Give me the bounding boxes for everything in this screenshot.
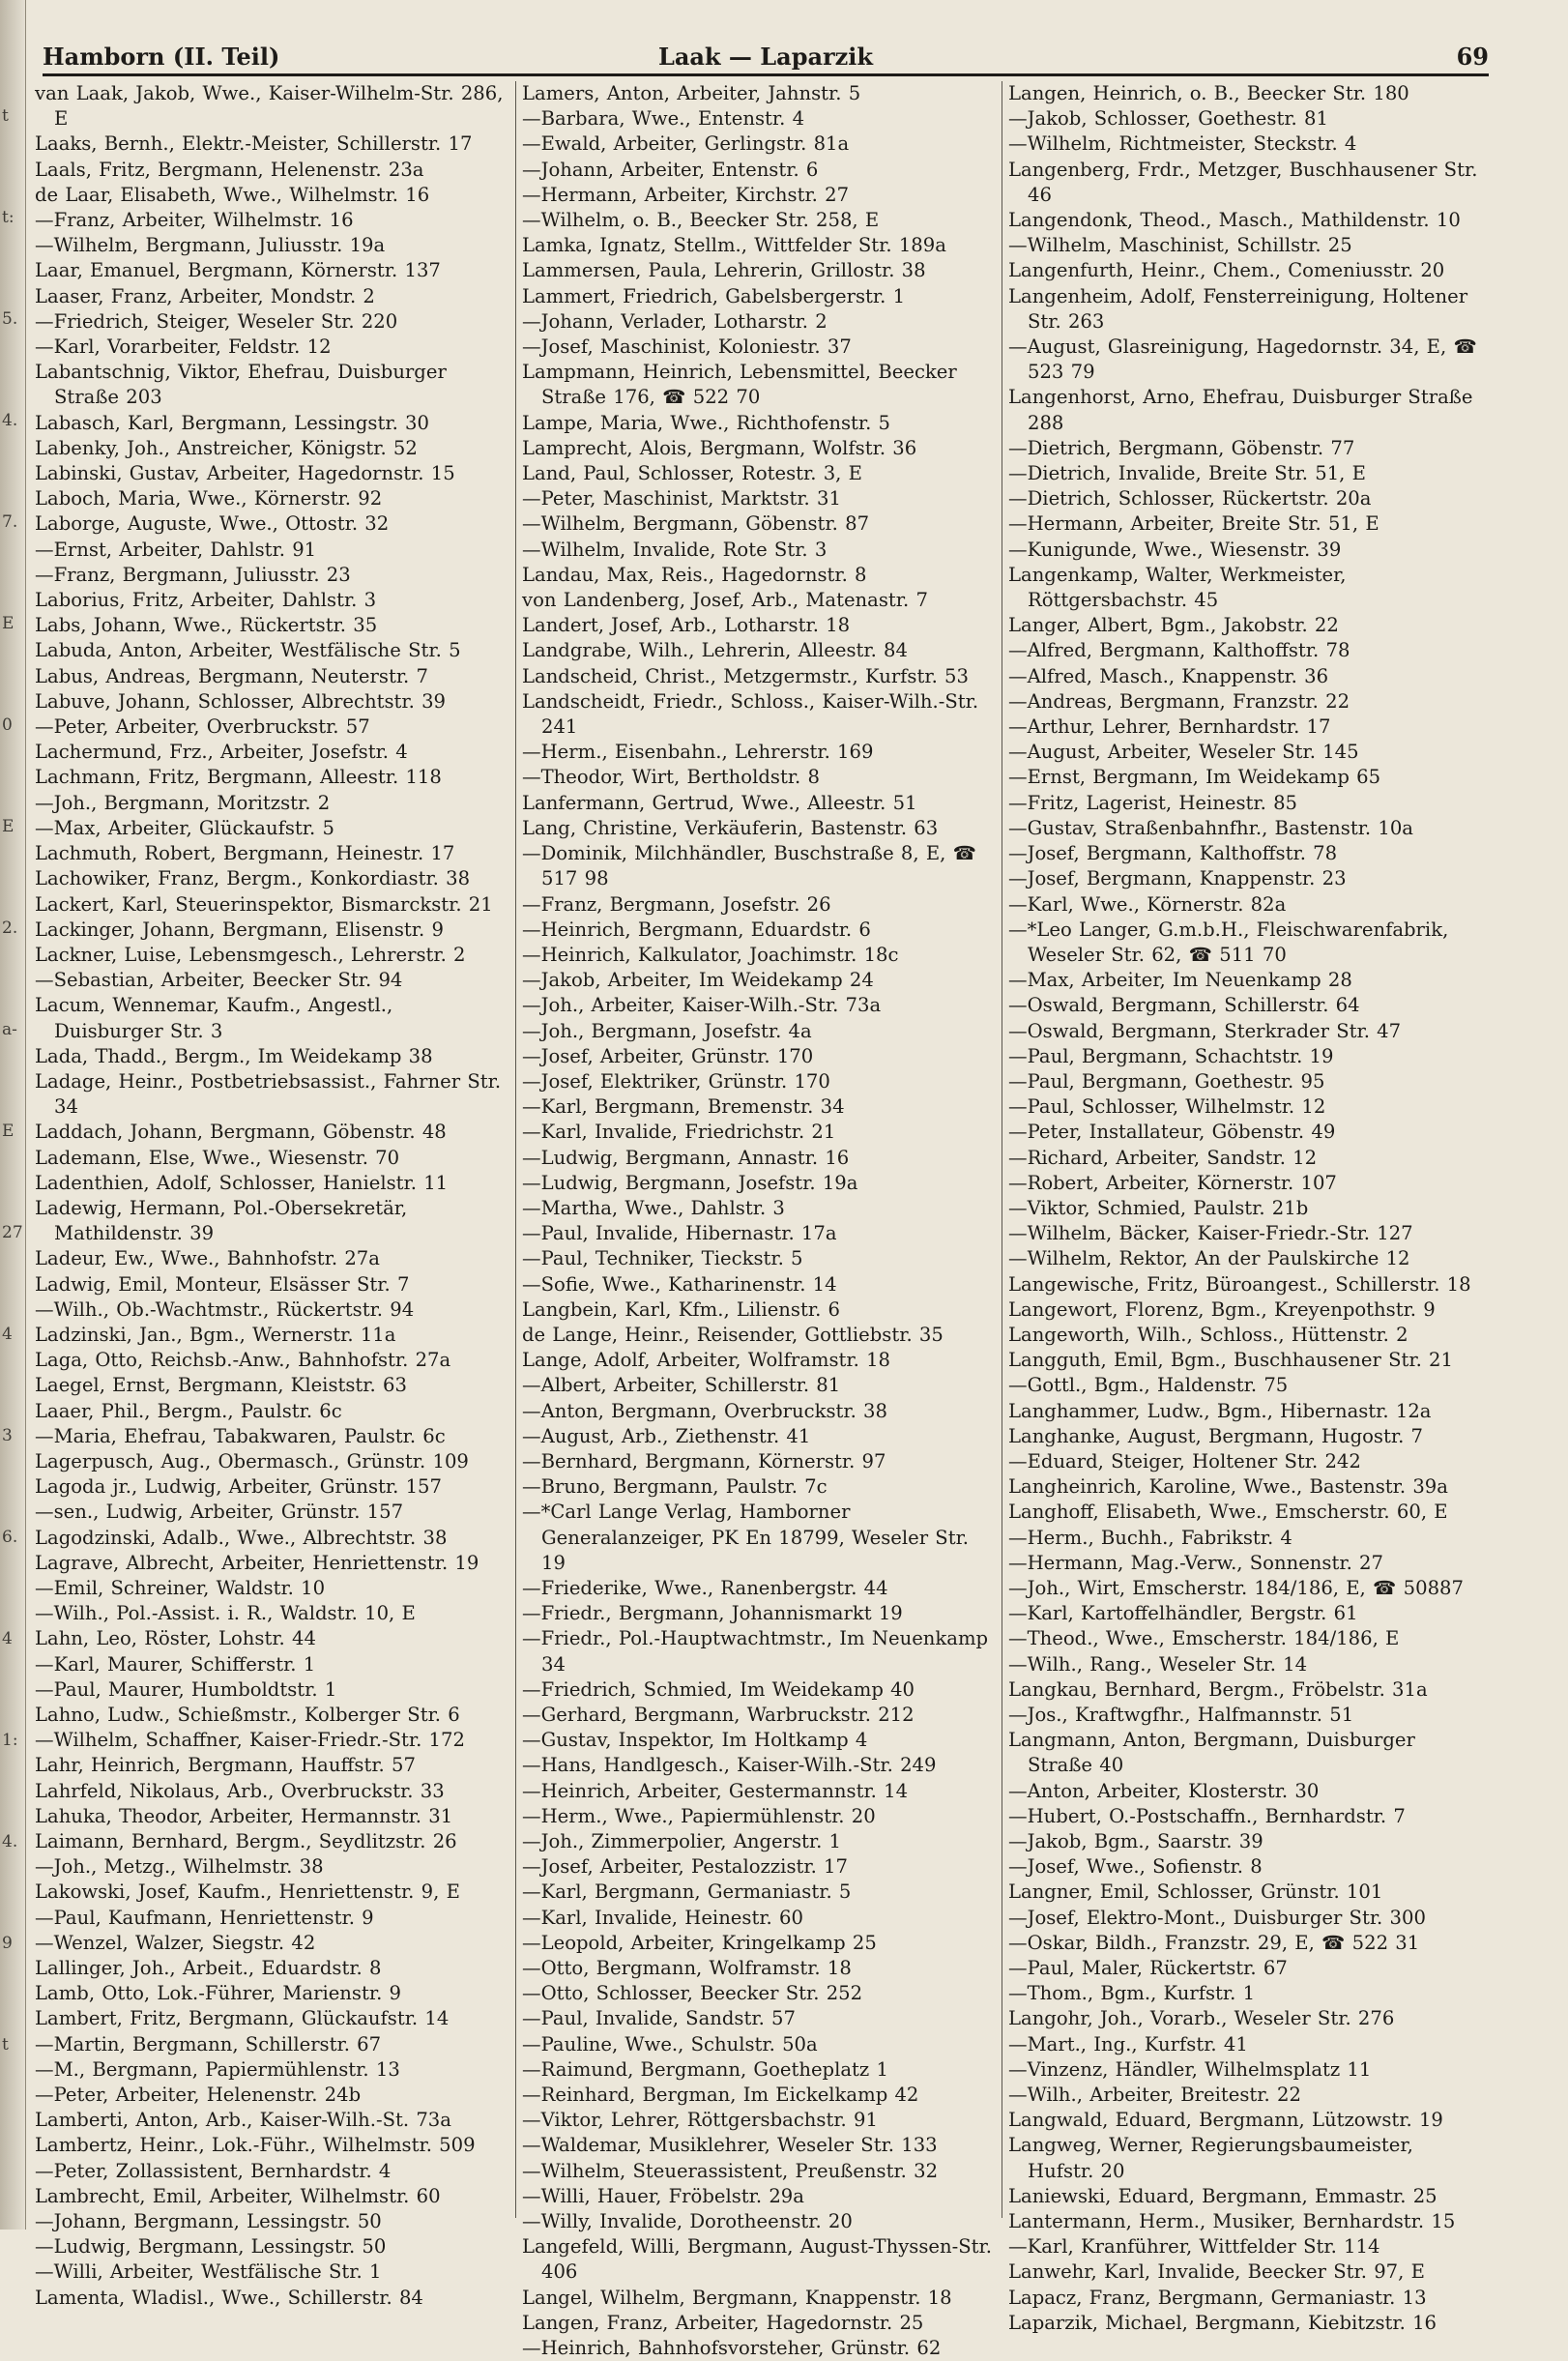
directory-entry: —Otto, Schlosser, Beecker Str. 252 (522, 1982, 863, 2005)
directory-entry: —Ludwig, Bergmann, Annastr. 16 (522, 1146, 850, 1169)
directory-entry: —Paul, Techniker, Tieckstr. 5 (522, 1247, 803, 1270)
directory-entry: Laals, Fritz, Bergmann, Helenenstr. 23a (35, 158, 424, 181)
directory-entry: —Paul, Schlosser, Wilhelmstr. 12 (1008, 1095, 1326, 1119)
directory-entry: Land, Paul, Schlosser, Rotestr. 3, E (522, 462, 862, 485)
directory-entry: —Ernst, Arbeiter, Dahlstr. 91 (35, 538, 317, 561)
directory-entry: —Wenzel, Walzer, Siegstr. 42 (35, 1931, 316, 1954)
directory-entry: Lacum, Wennemar, Kaufm., Angestl., Duisburger Str. 3 (35, 994, 393, 1042)
directory-entry: —Joh., Metzg., Wilhelmstr. 38 (35, 1855, 324, 1879)
directory-entry: Langenhorst, Arno, Ehefrau, Duisburger Straße 288 (1008, 386, 1473, 434)
directory-entry: Laga, Otto, Reichsb.-Anw., Bahnhofstr. 27a (35, 1349, 451, 1372)
directory-entry: Laddach, Johann, Bergmann, Göbenstr. 48 (35, 1121, 447, 1144)
directory-entry: Ladenthien, Adolf, Schlosser, Hanielstr. 11 (35, 1171, 449, 1194)
directory-entry: —Bernhard, Bergmann, Körnerstr. 97 (522, 1449, 886, 1472)
directory-entry: —Peter, Zollassistent, Bernhardstr. 4 (35, 2159, 392, 2182)
directory-entry: —Bruno, Bergmann, Paulstr. 7c (522, 1475, 828, 1499)
directory-entry: —Oswald, Bergmann, Sterkrader Str. 47 (1008, 1019, 1402, 1042)
directory-entry: —Oswald, Bergmann, Schillerstr. 64 (1008, 994, 1360, 1017)
directory-entry: —Emil, Schreiner, Waldstr. 10 (35, 1576, 326, 1599)
directory-entry: —Wilhelm, Invalide, Rote Str. 3 (522, 538, 828, 561)
directory-entry: —Ludwig, Bergmann, Lessingstr. 50 (35, 2235, 387, 2259)
directory-columns (29, 81, 1489, 2360)
directory-entry: van Laak, Jakob, Wwe., Kaiser-Wilhelm-Str. 286, E (35, 82, 504, 131)
directory-entry: —Wilhelm, Schaffner, Kaiser-Friedr.-Str. 172 (35, 1729, 465, 1752)
directory-entry: —Jakob, Bgm., Saarstr. 39 (1008, 1830, 1263, 1853)
directory-entry: —August, Arb., Ziethenstr. 41 (522, 1424, 811, 1447)
directory-entry: Lachermund, Frz., Arbeiter, Josefstr. 4 (35, 741, 408, 764)
directory-entry: Lagodzinski, Adalb., Wwe., Albrechtstr. 38 (35, 1526, 448, 1549)
directory-entry: Laniewski, Eduard, Bergmann, Emmastr. 25 (1008, 2184, 1437, 2207)
directory-entry: —Barbara, Wwe., Entenstr. 4 (522, 107, 805, 131)
directory-entry: Langheinrich, Karoline, Wwe., Bastenstr. 39a (1008, 1475, 1448, 1499)
directory-entry: —Pauline, Wwe., Schulstr. 50a (522, 2032, 818, 2055)
directory-entry: —Wilhelm, Richtmeister, Steckstr. 4 (1008, 132, 1357, 156)
directory-entry: Langmann, Anton, Bergmann, Duisburger Straße 40 (1008, 1729, 1415, 1777)
directory-entry: Lang, Christine, Verkäuferin, Bastenstr. 63 (522, 816, 939, 839)
directory-entry: —Paul, Maler, Rückertstr. 67 (1008, 1957, 1288, 1980)
directory-entry: —Otto, Bergmann, Wolframstr. 18 (522, 1957, 852, 1980)
header-section-title: Hamborn (II. Teil) (43, 43, 280, 71)
margin-mark: 9 (2, 1934, 13, 1953)
margin-mark: 3 (2, 1426, 13, 1445)
directory-entry: —August, Glasreinigung, Hagedornstr. 34, E, ☎ 523 79 (1008, 335, 1477, 384)
directory-entry: Langweg, Werner, Regierungsbaumeister, Hufstr. 20 (1008, 2134, 1413, 2182)
directory-entry: Laborius, Fritz, Arbeiter, Dahlstr. 3 (35, 589, 377, 612)
directory-entry: Labs, Johann, Wwe., Rückertstr. 35 (35, 614, 378, 637)
directory-entry: Ladewig, Hermann, Pol.-Obersekretär, Mathildenstr. 39 (35, 1196, 408, 1245)
directory-entry: Laar, Emanuel, Bergmann, Körnerstr. 137 (35, 259, 441, 282)
directory-entry: —Hans, Handlgesch., Kaiser-Wilh.-Str. 249 (522, 1754, 937, 1777)
directory-entry: Laparzik, Michael, Bergmann, Kiebitzstr. 16 (1008, 2311, 1437, 2334)
margin-mark: 4 (2, 1325, 13, 1344)
directory-entry: Langewort, Florenz, Bgm., Kreyenpothstr. 9 (1008, 1297, 1436, 1321)
directory-entry: —Reinhard, Bergman, Im Eickelkamp 42 (522, 2084, 919, 2107)
directory-entry: —Joh., Bergmann, Josefstr. 4a (522, 1019, 812, 1042)
directory-entry: —Wilh., Pol.-Assist. i. R., Waldstr. 10, E (35, 1602, 416, 1625)
directory-entry: —Dietrich, Schlosser, Rückertstr. 20a (1008, 487, 1372, 510)
directory-entry: —Franz, Bergmann, Josefstr. 26 (522, 892, 831, 916)
directory-entry: Langendonk, Theod., Masch., Mathildenstr. 10 (1008, 209, 1461, 232)
directory-entry: —Max, Arbeiter, Glückaufstr. 5 (35, 816, 334, 839)
directory-column-2 (515, 81, 1002, 2360)
directory-entry: —Wilhelm, Bäcker, Kaiser-Friedr.-Str. 127 (1008, 1222, 1413, 1245)
directory-entry: Langhammer, Ludw., Bgm., Hibernastr. 12a (1008, 1399, 1432, 1422)
directory-entry: Langer, Albert, Bgm., Jakobstr. 22 (1008, 614, 1339, 637)
directory-entry: Landert, Josef, Arb., Lotharstr. 18 (522, 614, 851, 637)
directory-entry: —Raimund, Bergmann, Goetheplatz 1 (522, 2057, 888, 2081)
directory-entry: Lanfermann, Gertrud, Wwe., Alleestr. 51 (522, 791, 917, 814)
directory-entry: —Josef, Bergmann, Knappenstr. 23 (1008, 867, 1347, 890)
directory-entry: Lantermann, Herm., Musiker, Bernhardstr. 15 (1008, 2210, 1456, 2233)
directory-entry: —Robert, Arbeiter, Körnerstr. 107 (1008, 1171, 1337, 1194)
directory-entry: —Paul, Invalide, Sandstr. 57 (522, 2007, 796, 2030)
directory-entry: —Gustav, Straßenbahnfhr., Bastenstr. 10a (1008, 816, 1413, 839)
directory-entry: Lambrecht, Emil, Arbeiter, Wilhelmstr. 60 (35, 2184, 441, 2207)
directory-entry: Langefeld, Willi, Bergmann, August-Thyssen-Str. 406 (522, 2235, 992, 2284)
margin-mark: E (2, 817, 15, 836)
margin-mark: a- (2, 1020, 17, 1039)
directory-entry: —Hermann, Mag.-Verw., Sonnenstr. 27 (1008, 1551, 1383, 1574)
directory-entry: —Joh., Arbeiter, Kaiser-Wilh.-Str. 73a (522, 994, 882, 1017)
directory-entry: —Eduard, Steiger, Holtener Str. 242 (1008, 1449, 1361, 1472)
directory-entry: Laaks, Bernh., Elektr.-Meister, Schillerstr. 17 (35, 132, 473, 156)
margin-mark: 1: (2, 1731, 18, 1750)
directory-entry: —Gerhard, Bergmann, Warbruckstr. 212 (522, 1704, 915, 1726)
directory-entry: Langkau, Bernhard, Bergm., Fröbelstr. 31a (1008, 1677, 1428, 1701)
directory-entry: —Oskar, Bildh., Franzstr. 29, E, ☎ 522 31 (1008, 1931, 1420, 1954)
directory-entry: —*Carl Lange Verlag, Hamborner Generalanzeiger, PK En 18799, Weseler Str. 19 (522, 1501, 970, 1574)
directory-entry: Ladwig, Emil, Monteur, Elsässer Str. 7 (35, 1272, 410, 1296)
directory-entry: —Peter, Installateur, Göbenstr. 49 (1008, 1121, 1336, 1144)
directory-entry: —Albert, Arbeiter, Schillerstr. 81 (522, 1374, 841, 1397)
directory-entry: de Lange, Heinr., Reisender, Gottliebstr. 35 (522, 1323, 944, 1346)
directory-entry: —Anton, Bergmann, Overbruckstr. 38 (522, 1399, 887, 1422)
directory-entry: —Karl, Wwe., Körnerstr. 82a (1008, 892, 1287, 916)
directory-entry: —Kunigunde, Wwe., Wiesenstr. 39 (1008, 538, 1342, 561)
directory-entry: —Peter, Arbeiter, Overbruckstr. 57 (35, 715, 370, 739)
margin-mark: t (2, 106, 9, 126)
directory-entry: Langenberg, Frdr., Metzger, Buschhausener Str. 46 (1008, 158, 1478, 206)
directory-entry: —Friedrich, Schmied, Im Weidekamp 40 (522, 1677, 915, 1701)
page-number: 69 (1456, 43, 1489, 71)
directory-entry: —Alfred, Bergmann, Kalthoffstr. 78 (1008, 639, 1350, 662)
directory-entry: —Jos., Kraftwgfhr., Halfmannstr. 51 (1008, 1704, 1354, 1726)
directory-entry: —Wilhelm, Rektor, An der Paulskirche 12 (1008, 1247, 1410, 1270)
directory-entry: Laborge, Auguste, Wwe., Ottostr. 32 (35, 512, 390, 536)
directory-entry: Lackert, Karl, Steuerinspektor, Bismarckstr. 21 (35, 892, 493, 916)
directory-entry: —Anton, Arbeiter, Klosterstr. 30 (1008, 1779, 1320, 1802)
directory-entry: Laegel, Ernst, Bergmann, Kleiststr. 63 (35, 1374, 407, 1397)
margin-mark: 5. (2, 309, 18, 329)
directory-entry: Lallinger, Joh., Arbeit., Eduardstr. 8 (35, 1957, 382, 1980)
directory-entry: —Willi, Arbeiter, Westfälische Str. 1 (35, 2260, 382, 2284)
directory-entry: —Heinrich, Bergmann, Eduardstr. 6 (522, 918, 871, 941)
directory-entry: —Josef, Elektro-Mont., Duisburger Str. 300 (1008, 1906, 1426, 1929)
directory-entry: Laaer, Phil., Bergm., Paulstr. 6c (35, 1399, 342, 1422)
directory-entry: —Thom., Bgm., Kurfstr. 1 (1008, 1982, 1256, 2005)
directory-entry: Lagerpusch, Aug., Obermasch., Grünstr. 109 (35, 1449, 469, 1472)
directory-entry: Langohr, Joh., Vorarb., Weseler Str. 276 (1008, 2007, 1395, 2030)
directory-column-3 (1002, 81, 1488, 2334)
directory-entry: Lammersen, Paula, Lehrerin, Grillostr. 38 (522, 259, 926, 282)
directory-entry: —Paul, Bergmann, Goethestr. 95 (1008, 1069, 1325, 1093)
directory-entry: —Sofie, Wwe., Katharinenstr. 14 (522, 1272, 837, 1296)
margin-mark: 4 (2, 1629, 13, 1648)
directory-entry: —Friedrich, Steiger, Weseler Str. 220 (35, 309, 398, 333)
directory-entry: —Peter, Maschinist, Marktstr. 31 (522, 487, 841, 510)
directory-entry: de Laar, Elisabeth, Wwe., Wilhelmstr. 16 (35, 183, 430, 206)
directory-entry: Lackinger, Johann, Bergmann, Elisenstr. 9 (35, 918, 444, 941)
directory-entry: —Josef, Arbeiter, Pestalozzistr. 17 (522, 1855, 848, 1879)
directory-entry: —Theodor, Wirt, Bertholdstr. 8 (522, 766, 820, 789)
directory-entry: —Wilhelm, Bergmann, Göbenstr. 87 (522, 512, 870, 536)
directory-entry: Langhoff, Elisabeth, Wwe., Emscherstr. 60, E (1008, 1501, 1448, 1524)
directory-entry: —Viktor, Lehrer, Röttgersbachstr. 91 (522, 2109, 878, 2132)
directory-entry: Lamb, Otto, Lok.-Führer, Marienstr. 9 (35, 1982, 401, 2005)
directory-entry: —Sebastian, Arbeiter, Beecker Str. 94 (35, 969, 403, 992)
directory-entry: —Dominik, Milchhändler, Buschstraße 8, E, ☎ 517 98 (522, 842, 976, 890)
directory-entry: —Paul, Invalide, Hibernastr. 17a (522, 1222, 837, 1245)
directory-entry: Ladeur, Ew., Wwe., Bahnhofstr. 27a (35, 1247, 380, 1270)
directory-entry: —August, Arbeiter, Weseler Str. 145 (1008, 741, 1359, 764)
margin-mark: E (2, 1122, 15, 1141)
directory-entry: —Joh., Bergmann, Moritzstr. 2 (35, 791, 331, 814)
directory-entry: —Karl, Bergmann, Bremenstr. 34 (522, 1095, 845, 1119)
directory-entry: —Franz, Bergmann, Juliusstr. 23 (35, 563, 351, 586)
directory-entry: —Alfred, Masch., Knappenstr. 36 (1008, 664, 1329, 687)
directory-entry: —Dietrich, Invalide, Breite Str. 51, E (1008, 462, 1366, 485)
directory-entry: Langeworth, Wilh., Schloss., Hüttenstr. 2 (1008, 1323, 1408, 1346)
directory-entry: —Karl, Invalide, Friedrichstr. 21 (522, 1121, 836, 1144)
directory-entry: Labinski, Gustav, Arbeiter, Hagedornstr. 15 (35, 462, 455, 485)
directory-entry: Langel, Wilhelm, Bergmann, Knappenstr. 18 (522, 2286, 952, 2309)
directory-entry: Lamprecht, Alois, Bergmann, Wolfstr. 36 (522, 436, 917, 459)
directory-entry: —Ewald, Arbeiter, Gerlingstr. 81a (522, 132, 850, 156)
directory-entry: Lahrfeld, Nikolaus, Arb., Overbruckstr. 33 (35, 1779, 445, 1802)
directory-entry: Lamers, Anton, Arbeiter, Jahnstr. 5 (522, 82, 861, 104)
directory-entry: —Jakob, Schlosser, Goethestr. 81 (1008, 107, 1328, 131)
directory-entry: Lamenta, Wladisl., Wwe., Schillerstr. 84 (35, 2286, 423, 2309)
directory-entry: Labasch, Karl, Bergmann, Lessingstr. 30 (35, 411, 429, 434)
directory-entry: —Herm., Wwe., Papiermühlenstr. 20 (522, 1804, 876, 1827)
directory-entry: —Wilhelm, Bergmann, Juliusstr. 19a (35, 234, 386, 257)
directory-entry: Lapacz, Franz, Bergmann, Germaniastr. 13 (1008, 2286, 1427, 2309)
directory-entry: —Dietrich, Bergmann, Göbenstr. 77 (1008, 436, 1355, 459)
directory-entry: —Wilhelm, Steuerassistent, Preußenstr. 32 (522, 2159, 939, 2182)
directory-entry: —Friedr., Bergmann, Johannismarkt 19 (522, 1602, 903, 1625)
directory-entry: Lachmann, Fritz, Bergmann, Alleestr. 118 (35, 766, 442, 789)
margin-mark: E (2, 614, 15, 633)
directory-entry: Labenky, Joh., Anstreicher, Königstr. 52 (35, 436, 418, 459)
directory-entry: Ladage, Heinr., Postbetriebsassist., Fahrner Str. 34 (35, 1069, 502, 1119)
directory-entry: Ladzinski, Jan., Bgm., Wernerstr. 11a (35, 1323, 396, 1346)
margin-mark: 4. (2, 411, 18, 430)
directory-entry: —Willi, Hauer, Fröbelstr. 29a (522, 2184, 804, 2207)
directory-entry: Langguth, Emil, Bgm., Buschhausener Str. 21 (1008, 1349, 1453, 1372)
directory-entry: —Karl, Invalide, Heinestr. 60 (522, 1906, 803, 1929)
directory-entry: Langner, Emil, Schlosser, Grünstr. 101 (1008, 1880, 1383, 1904)
directory-entry: —Paul, Maurer, Humboldtstr. 1 (35, 1677, 337, 1701)
directory-entry: —Wilh., Rang., Weseler Str. 14 (1008, 1652, 1308, 1676)
directory-entry: Lanwehr, Karl, Invalide, Beecker Str. 97, E (1008, 2260, 1425, 2284)
directory-entry: —Wilhelm, Maschinist, Schillstr. 25 (1008, 234, 1352, 257)
directory-entry: Langenfurth, Heinr., Chem., Comeniusstr. 20 (1008, 259, 1445, 282)
directory-entry: —Maria, Ehefrau, Tabakwaren, Paulstr. 6c (35, 1424, 446, 1447)
directory-entry: Langbein, Karl, Kfm., Lilienstr. 6 (522, 1297, 840, 1321)
directory-entry: —Herm., Buchh., Fabrikstr. 4 (1008, 1526, 1292, 1549)
margin-mark: 0 (2, 715, 13, 735)
directory-column-1 (29, 81, 515, 2309)
directory-entry: Langen, Franz, Arbeiter, Hagedornstr. 25 (522, 2311, 924, 2334)
directory-entry: —Arthur, Lehrer, Bernhardstr. 17 (1008, 715, 1331, 739)
directory-entry: —Peter, Arbeiter, Helenenstr. 24b (35, 2084, 362, 2107)
margin-mark: 27 (2, 1223, 23, 1242)
directory-entry: —Herm., Eisenbahn., Lehrerstr. 169 (522, 741, 874, 764)
directory-entry: Lackner, Luise, Lebensmgesch., Lehrerstr. 2 (35, 943, 466, 966)
directory-entry: —Joh., Wirt, Emscherstr. 184/186, E, ☎ 50887 (1008, 1576, 1464, 1599)
directory-entry: Langenheim, Adolf, Fensterreinigung, Holtener Str. 263 (1008, 284, 1468, 333)
directory-entry: Lagoda jr., Ludwig, Arbeiter, Grünstr. 157 (35, 1475, 442, 1499)
directory-entry: Lakowski, Josef, Kaufm., Henriettenstr. 9, E (35, 1880, 460, 1904)
directory-entry: —Gottl., Bgm., Haldenstr. 75 (1008, 1374, 1289, 1397)
directory-entry: —Gustav, Inspektor, Im Holtkamp 4 (522, 1729, 868, 1752)
directory-entry: —Richard, Arbeiter, Sandstr. 12 (1008, 1146, 1318, 1169)
directory-entry: —Franz, Arbeiter, Wilhelmstr. 16 (35, 209, 354, 232)
directory-entry: Lahno, Ludw., Schießmstr., Kolberger Str. 6 (35, 1704, 460, 1726)
directory-entry: —Fritz, Lagerist, Heinestr. 85 (1008, 791, 1298, 814)
margin-mark: 6. (2, 1528, 18, 1547)
directory-entry: Langwald, Eduard, Bergmann, Lützowstr. 19 (1008, 2109, 1443, 2132)
directory-entry: —Heinrich, Kalkulator, Joachimstr. 18c (522, 943, 899, 966)
directory-entry: —Willy, Invalide, Dorotheenstr. 20 (522, 2210, 853, 2233)
directory-entry: Langhanke, August, Bergmann, Hugostr. 7 (1008, 1424, 1423, 1447)
directory-entry: —Paul, Bergmann, Schachtstr. 19 (1008, 1044, 1334, 1067)
directory-entry: —Friederike, Wwe., Ranenbergstr. 44 (522, 1576, 888, 1599)
directory-entry: Labuve, Johann, Schlosser, Albrechtstr. 39 (35, 689, 446, 713)
directory-entry: Lachmuth, Robert, Bergmann, Heinestr. 17 (35, 842, 455, 865)
header-name-range: Laak — Laparzik (657, 43, 874, 71)
directory-entry: —Vinzenz, Händler, Wilhelmsplatz 11 (1008, 2057, 1372, 2081)
directory-entry: Lademann, Else, Wwe., Wiesenstr. 70 (35, 1146, 400, 1169)
directory-entry: Landscheid, Christ., Metzgermstr., Kurfstr. 53 (522, 664, 969, 687)
directory-entry: Lamka, Ignatz, Stellm., Wittfelder Str. 189a (522, 234, 946, 257)
directory-entry: —Ludwig, Bergmann, Josefstr. 19a (522, 1171, 858, 1194)
directory-entry: Lada, Thadd., Bergm., Im Weidekamp 38 (35, 1044, 433, 1067)
margin-mark: 2. (2, 918, 18, 938)
directory-entry: Laaser, Franz, Arbeiter, Mondstr. 2 (35, 284, 375, 307)
directory-entry: —Johann, Verlader, Lotharstr. 2 (522, 309, 828, 333)
left-margin-strip (0, 0, 26, 2230)
margin-mark: t (2, 2035, 9, 2055)
directory-entry: Lamberti, Anton, Arb., Kaiser-Wilh.-St. 73a (35, 2109, 451, 2132)
margin-mark: t: (2, 208, 15, 227)
directory-entry: Lachowiker, Franz, Bergm., Konkordiastr. 38 (35, 867, 471, 890)
directory-entry: —Hubert, O.-Postschaffn., Bernhardstr. 7 (1008, 1804, 1406, 1827)
directory-entry: —Mart., Ing., Kurfstr. 41 (1008, 2032, 1248, 2055)
directory-entry: Lambert, Fritz, Bergmann, Glückaufstr. 14 (35, 2007, 450, 2030)
directory-entry: —Johann, Arbeiter, Entenstr. 6 (522, 158, 819, 181)
directory-entry: —Karl, Bergmann, Germaniastr. 5 (522, 1880, 852, 1904)
directory-entry: —Theod., Wwe., Emscherstr. 184/186, E (1008, 1627, 1400, 1650)
directory-entry: Landau, Max, Reis., Hagedornstr. 8 (522, 563, 867, 586)
directory-entry: —Heinrich, Arbeiter, Gestermannstr. 14 (522, 1779, 909, 1802)
directory-entry: —Karl, Kranführer, Wittfelder Str. 114 (1008, 2235, 1380, 2259)
directory-entry: —Friedr., Pol.-Hauptwachtmstr., Im Neuenkamp 34 (522, 1627, 989, 1676)
directory-entry: Langenkamp, Walter, Werkmeister, Röttgersbachstr. 45 (1008, 563, 1347, 612)
directory-entry: —Josef, Bergmann, Kalthoffstr. 78 (1008, 842, 1338, 865)
directory-entry: —Josef, Arbeiter, Grünstr. 170 (522, 1044, 814, 1067)
directory-entry: —Josef, Maschinist, Koloniestr. 37 (522, 335, 852, 359)
directory-entry: —Hermann, Arbeiter, Breite Str. 51, E (1008, 512, 1379, 536)
directory-entry: Landscheidt, Friedr., Schloss., Kaiser-Wilh.-Str. 241 (522, 689, 979, 739)
directory-entry: von Landenberg, Josef, Arb., Matenastr. 7 (522, 589, 928, 612)
directory-entry: —Paul, Kaufmann, Henriettenstr. 9 (35, 1906, 374, 1929)
directory-entry: Lahn, Leo, Röster, Lohstr. 44 (35, 1627, 316, 1650)
directory-entry: —Hermann, Arbeiter, Kirchstr. 27 (522, 183, 850, 206)
margin-mark: 4. (2, 1832, 18, 1851)
directory-entry: Laimann, Bernhard, Bergm., Seydlitzstr. 26 (35, 1830, 457, 1853)
directory-entry: —Martin, Bergmann, Schillerstr. 67 (35, 2032, 382, 2055)
directory-entry: —Wilh., Ob.-Wachtmstr., Rückertstr. 94 (35, 1297, 415, 1321)
directory-entry: —Jakob, Arbeiter, Im Weidekamp 24 (522, 969, 874, 992)
directory-entry: Labuda, Anton, Arbeiter, Westfälische Str. 5 (35, 639, 461, 662)
directory-entry: Lahuka, Theodor, Arbeiter, Hermannstr. 31 (35, 1804, 453, 1827)
directory-entry: —Karl, Maurer, Schifferstr. 1 (35, 1652, 316, 1676)
directory-entry: Lampe, Maria, Wwe., Richthofenstr. 5 (522, 411, 891, 434)
directory-entry: —Martha, Wwe., Dahlstr. 3 (522, 1196, 785, 1219)
directory-entry: —Josef, Wwe., Sofienstr. 8 (1008, 1855, 1263, 1879)
directory-entry: —Andreas, Bergmann, Franzstr. 22 (1008, 689, 1350, 713)
directory-entry: —sen., Ludwig, Arbeiter, Grünstr. 157 (35, 1501, 404, 1524)
directory-entry: Langewische, Fritz, Büroangest., Schillerstr. 18 (1008, 1272, 1471, 1296)
directory-entry: Lambertz, Heinr., Lok.-Führ., Wilhelmstr. 509 (35, 2134, 476, 2157)
directory-entry: Landgrabe, Wilh., Lehrerin, Alleestr. 84 (522, 639, 908, 662)
margin-mark: 7. (2, 512, 18, 532)
directory-entry: —Joh., Zimmerpolier, Angerstr. 1 (522, 1830, 842, 1853)
directory-entry: —Karl, Kartoffelhändler, Bergstr. 61 (1008, 1602, 1358, 1625)
directory-entry: —Karl, Vorarbeiter, Feldstr. 12 (35, 335, 332, 359)
directory-entry: Lahr, Heinrich, Bergmann, Hauffstr. 57 (35, 1754, 416, 1777)
directory-entry: Labus, Andreas, Bergmann, Neuterstr. 7 (35, 664, 428, 687)
directory-entry: —Waldemar, Musiklehrer, Weseler Str. 133 (522, 2134, 938, 2157)
directory-entry: —Wilhelm, o. B., Beecker Str. 258, E (522, 209, 880, 232)
directory-entry: —Wilh., Arbeiter, Breitestr. 22 (1008, 2084, 1301, 2107)
directory-entry: Lagrave, Albrecht, Arbeiter, Henriettenstr. 19 (35, 1551, 479, 1574)
directory-entry: Laboch, Maria, Wwe., Körnerstr. 92 (35, 487, 383, 510)
directory-entry: Lammert, Friedrich, Gabelsbergerstr. 1 (522, 284, 906, 307)
directory-entry: —Josef, Elektriker, Grünstr. 170 (522, 1069, 830, 1093)
page-header (43, 41, 1489, 76)
directory-entry: —Max, Arbeiter, Im Neuenkamp 28 (1008, 969, 1352, 992)
directory-entry: —Johann, Bergmann, Lessingstr. 50 (35, 2210, 382, 2233)
directory-entry: —*Leo Langer, G.m.b.H., Fleischwarenfabrik, Weseler Str. 62, ☎ 511 70 (1008, 918, 1449, 966)
directory-entry: —M., Bergmann, Papiermühlenstr. 13 (35, 2057, 400, 2081)
directory-entry: Lange, Adolf, Arbeiter, Wolframstr. 18 (522, 1349, 891, 1372)
directory-entry: —Viktor, Schmied, Paulstr. 21b (1008, 1196, 1309, 1219)
directory-entry: Lampmann, Heinrich, Lebensmittel, Beecker Straße 176, ☎ 522 70 (522, 361, 957, 409)
directory-entry: —Leopold, Arbeiter, Kringelkamp 25 (522, 1931, 877, 1954)
directory-entry: Langen, Heinrich, o. B., Beecker Str. 180 (1008, 82, 1409, 104)
directory-entry: —Ernst, Bergmann, Im Weidekamp 65 (1008, 766, 1381, 789)
directory-entry: Labantschnig, Viktor, Ehefrau, Duisburger Straße 203 (35, 361, 447, 409)
directory-entry: —Heinrich, Bahnhofsvorsteher, Grünstr. 62 (522, 2337, 942, 2360)
